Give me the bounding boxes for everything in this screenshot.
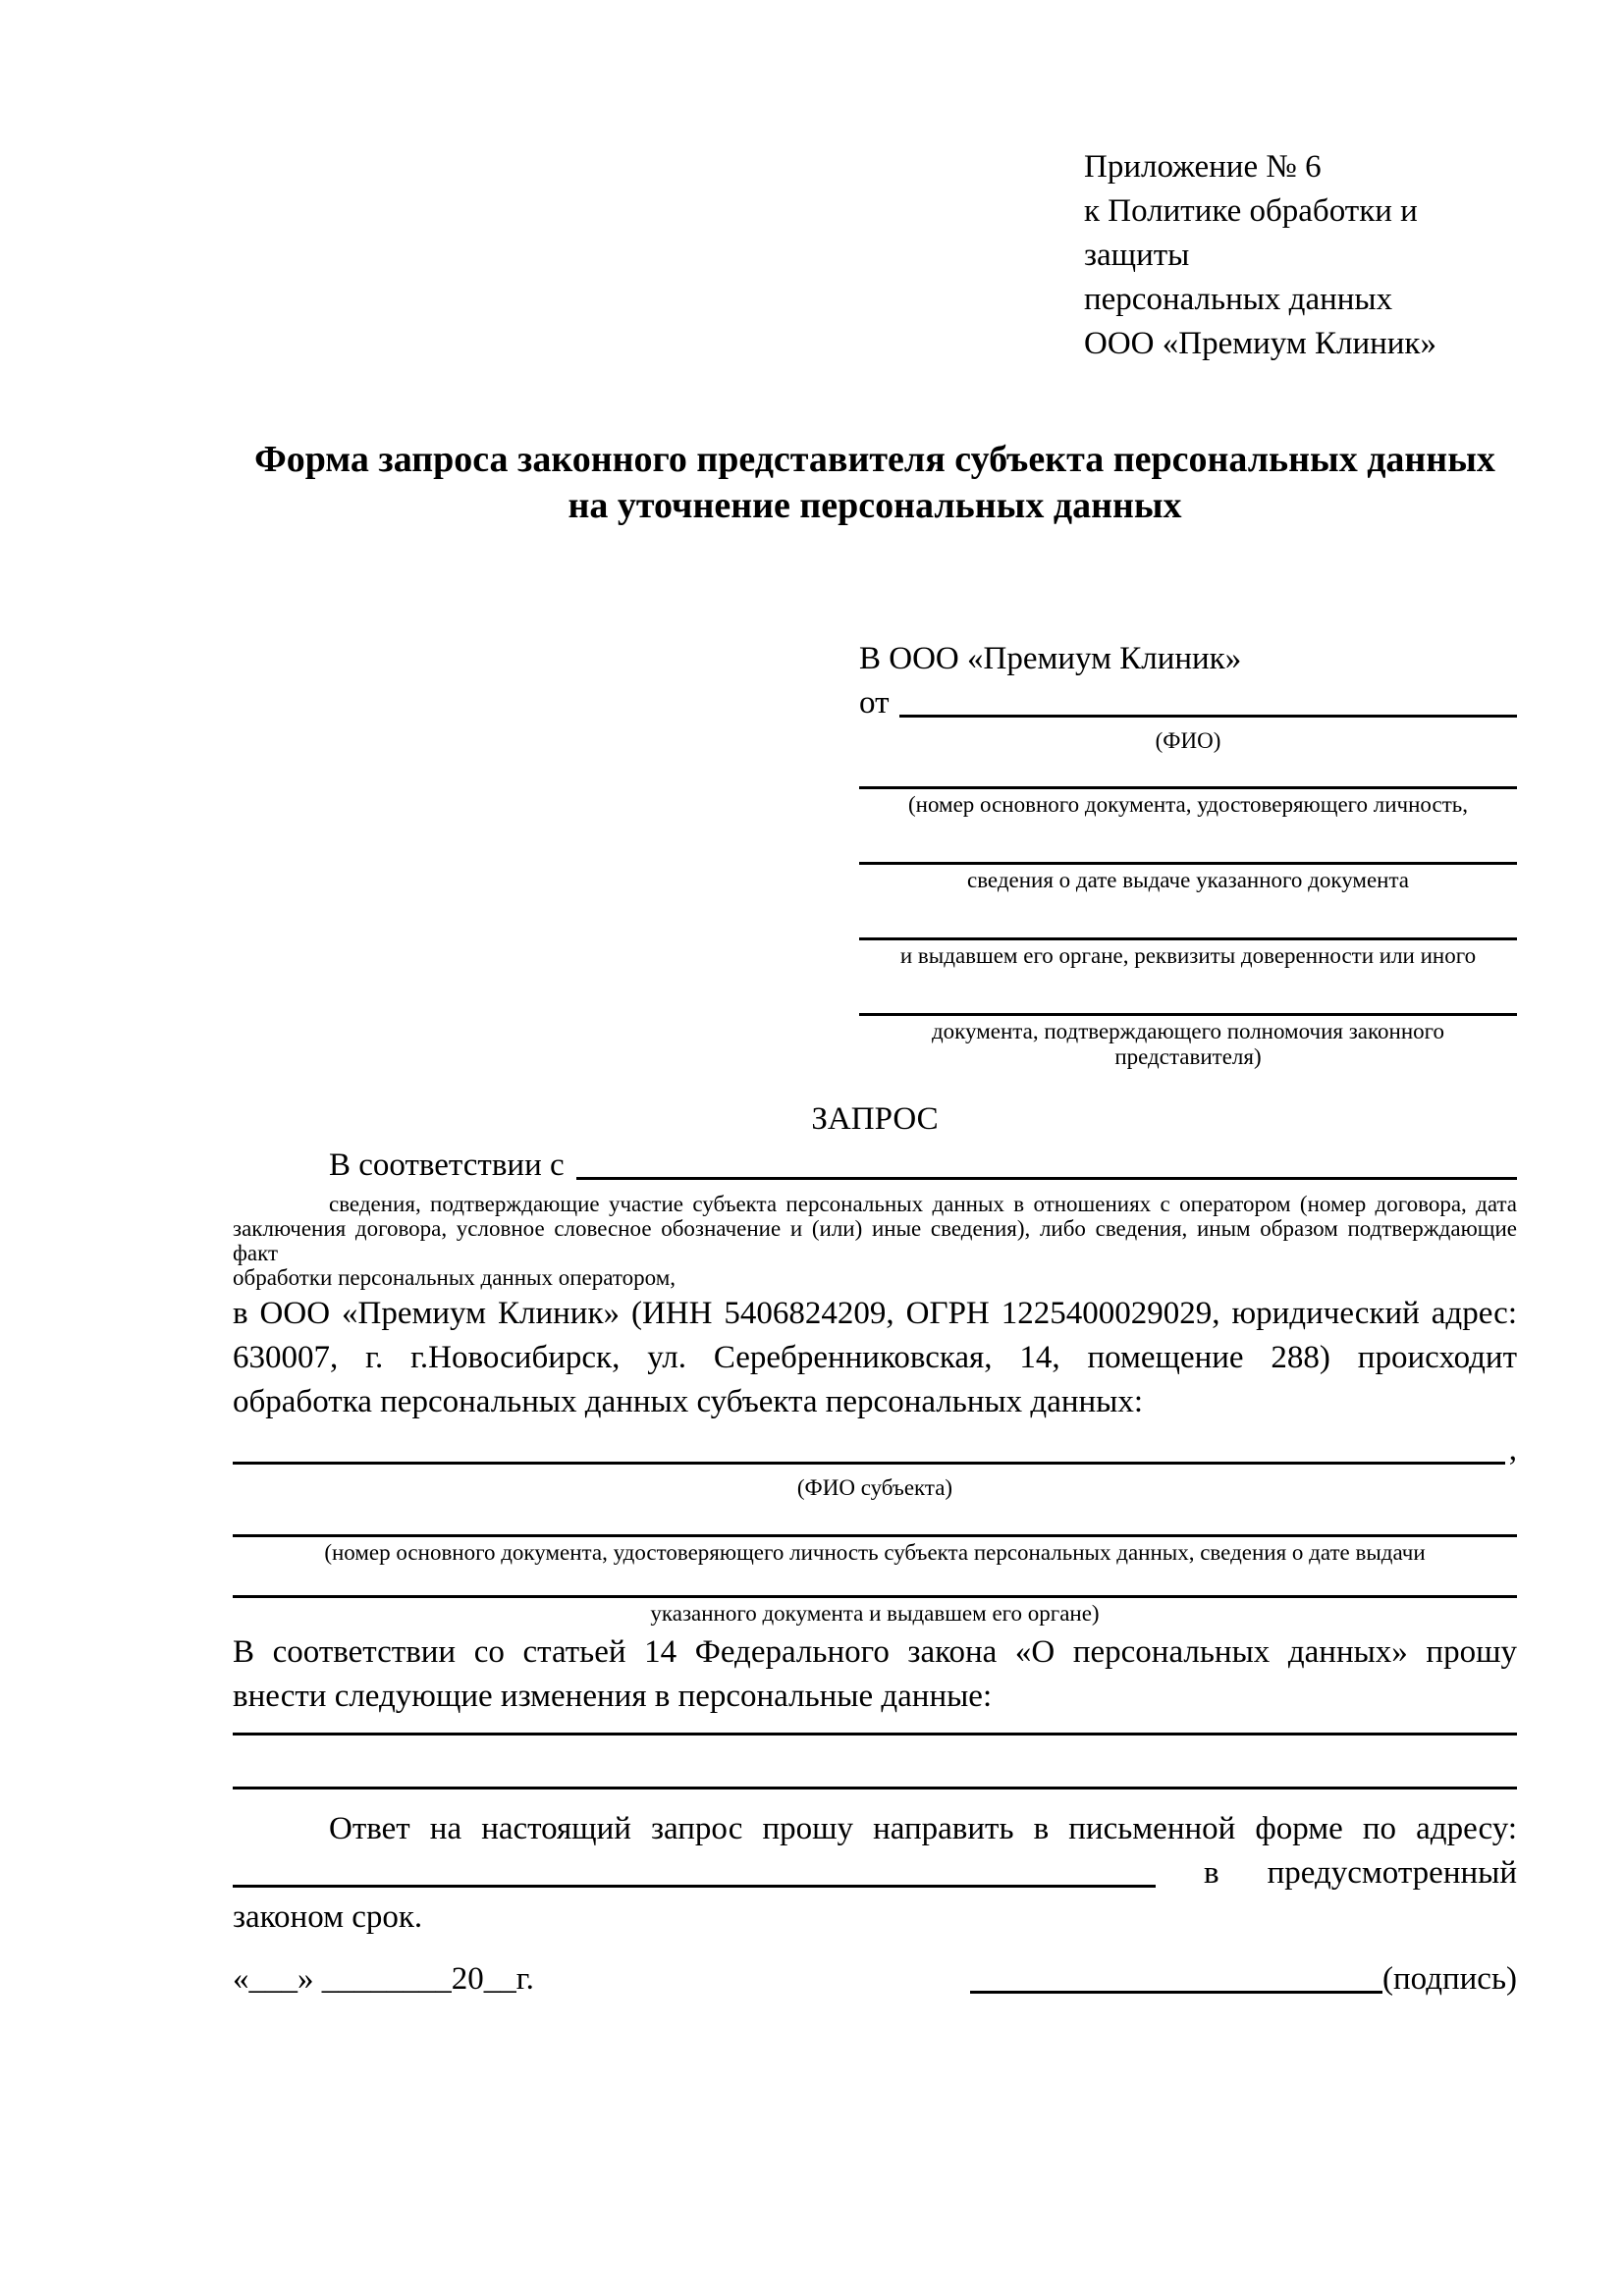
date-line: «___» ________20__г. — [233, 1961, 534, 1997]
intro-row — [233, 1144, 1517, 1188]
subject-fio-caption: (ФИО субъекта) — [796, 1475, 953, 1500]
request-heading: ЗАПРОС — [811, 1101, 939, 1137]
footnote-text — [233, 1192, 1517, 1290]
operator-line: 630007, г. г.Новосибирск, ул. Серебренниковская, 14, помещение 288) происходит — [233, 1340, 1517, 1375]
blank-field-line — [233, 1461, 1505, 1465]
trailing-comma: , — [1508, 1432, 1517, 1468]
operator-paragraph — [233, 1292, 1517, 1424]
signature-group — [970, 1957, 1517, 2002]
subject-doc-caption: указанного документа и выдавшем его органе) — [650, 1601, 1100, 1626]
appendix-note — [1084, 145, 1517, 366]
operator-line: обработка персональных данных субъекта персональных данных: — [233, 1384, 1143, 1419]
law-line: В соответствии со статьей 14 Федерального закона «О персональных данных» прошу — [233, 1634, 1517, 1670]
page-title-line: на уточнение персональных данных — [568, 485, 1182, 526]
appendix-note-line: персональных данных — [1084, 282, 1393, 317]
law-line: внести следующие изменения в персональные данные: — [233, 1679, 993, 1714]
page-title — [233, 437, 1517, 529]
appendix-note-line: ООО «Премиум Клиник» — [1084, 326, 1436, 361]
intro-label: В соответствии с — [329, 1148, 565, 1183]
blank-field-line — [233, 1885, 1156, 1888]
signature-blank-line — [970, 1991, 1382, 1994]
blank-field-line — [233, 1733, 1517, 1735]
footnote-line: обработки персональных данных оператором, — [233, 1265, 676, 1290]
page-title-line: Форма запроса законного представителя субъекта персональных данных — [254, 439, 1495, 480]
from-blank-field-line — [899, 714, 1518, 718]
signature-caption: (подпись) — [1382, 1961, 1517, 1997]
law-paragraph — [233, 1630, 1517, 1719]
field-caption: сведения о дате выдаче указанного документа — [966, 868, 1410, 892]
field-caption: (номер основного документа, удостоверяющего личность, — [907, 792, 1468, 817]
field-caption: и выдавшем его органе, реквизиты доверенности или иного — [899, 943, 1477, 968]
addressee-to-line: В ООО «Премиум Клиник» — [859, 641, 1242, 676]
date-signature-row — [233, 1957, 1517, 2002]
appendix-note-line: к Политике обработки и защиты — [1084, 193, 1418, 273]
blank-field-line — [859, 862, 1517, 865]
subject-fio-row — [233, 1428, 1517, 1472]
footnote-line: сведения, подтверждающие участие субъекта персональных данных в отношениях с оператором (номер договора, дата — [329, 1192, 1517, 1216]
addressee-block — [859, 637, 1517, 1070]
blank-field-line — [576, 1176, 1517, 1180]
blank-field-line — [233, 1595, 1517, 1598]
answer-line: Ответ на настоящий запрос прошу направить в письменной форме по адресу: — [329, 1811, 1517, 1846]
from-label: от — [859, 685, 890, 721]
answer-line: законом срок. — [233, 1899, 423, 1935]
operator-line: в ООО «Премиум Клиник» (ИНН 5406824209, ОГРН 1225400029029, юридический адрес: — [233, 1296, 1517, 1331]
addressee-from-row — [859, 681, 1517, 725]
blank-field-line — [859, 786, 1517, 789]
field-caption: документа, подтверждающего полномочия законного представителя) — [931, 1019, 1444, 1069]
appendix-note-line: Приложение № 6 — [1084, 149, 1322, 185]
blank-field-line — [859, 937, 1517, 940]
answer-paragraph — [233, 1807, 1517, 1940]
answer-word: в — [1204, 1855, 1219, 1891]
fio-caption: (ФИО) — [1155, 728, 1221, 753]
blank-field-line — [233, 1534, 1517, 1537]
blank-field-line — [859, 1013, 1517, 1016]
blank-field-line — [233, 1787, 1517, 1789]
footnote-line: заключения договора, условное словесное обозначение и (или) иные сведения), либо сведения, иным образом подтверждающие факт — [233, 1216, 1517, 1265]
subject-doc-caption: (номер основного документа, удостоверяющего личность субъекта персональных данных, сведения о дате выдачи — [324, 1540, 1426, 1565]
answer-word: предусмотренный — [1267, 1855, 1517, 1891]
answer-address-row — [233, 1851, 1517, 1896]
